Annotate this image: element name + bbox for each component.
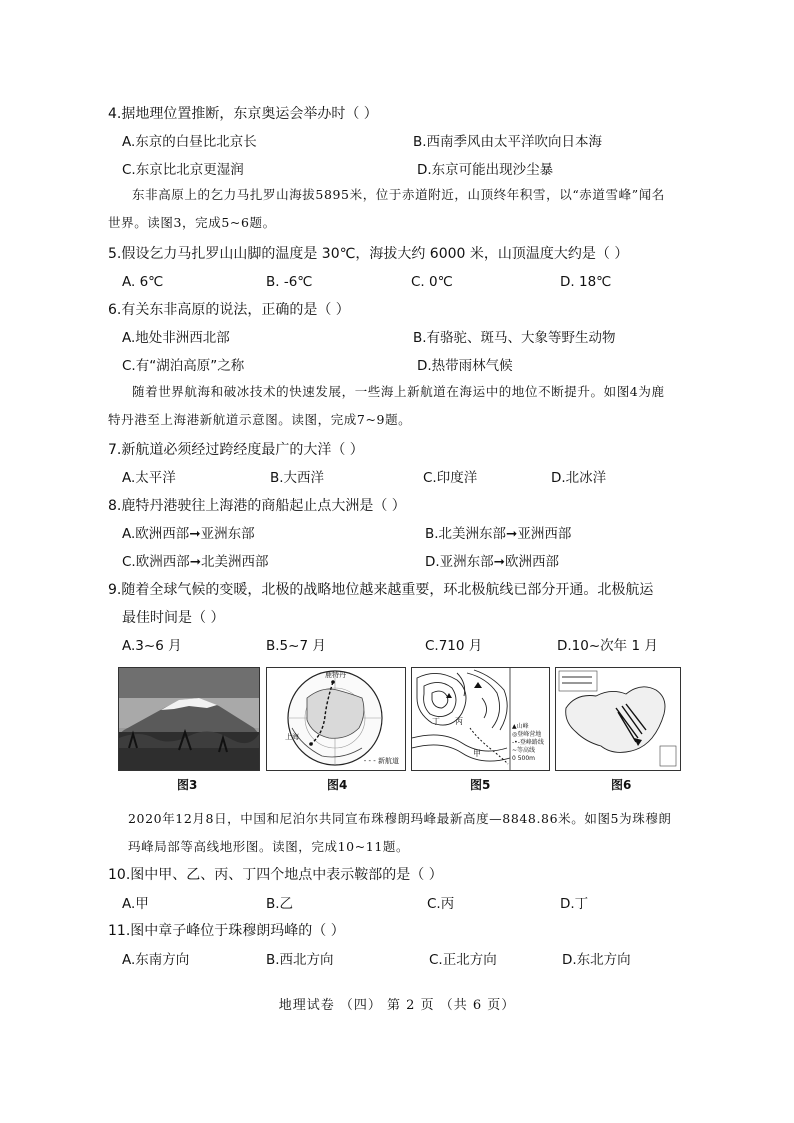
- new-route-legend: [364, 756, 399, 766]
- legend-contour: ~等高线: [512, 747, 536, 754]
- q7-stem: 7.新航道必须经过跨经度最广的大洋（ ）: [108, 442, 364, 458]
- q11-option-a: A.东南方向: [122, 952, 190, 968]
- shanghai-label: 上海: [285, 733, 299, 741]
- intro-kilimanjaro-text: 东非高原上的乞力马扎罗山海拔5895米，位于赤道附近，山顶终年积雪，以“赤道雪峰”闻名世界。读图3，完成5~6题。: [108, 187, 665, 230]
- q9-stem-line2: 最佳时间是（ ）: [122, 610, 225, 626]
- legend-route: -•-登峰路线: [512, 739, 544, 746]
- point-bing-label: 丙: [455, 717, 463, 726]
- q6-option-b: B.有骆驼、斑马、大象等野生动物: [413, 330, 616, 346]
- legend-camp: ◎登峰营地: [512, 731, 542, 738]
- contour-icon: ~: [512, 747, 518, 754]
- q11-option-d: D.东北方向: [562, 952, 631, 968]
- q8-option-d: D.亚洲东部➞欧洲西部: [425, 554, 559, 570]
- figure-3-kilimanjaro-photo: [118, 667, 260, 771]
- q7-option-c: C.印度洋: [423, 470, 478, 486]
- q6-stem: 6.有关东非高原的说法，正确的是（ ）: [108, 302, 350, 318]
- arctic-globe: [267, 668, 405, 770]
- q5-option-b: B. -6℃: [266, 274, 313, 290]
- q11-stem: 11.图中章子峰位于珠穆朗玛峰的（ ）: [108, 923, 345, 939]
- q10-option-d: D.丁: [560, 896, 589, 912]
- q10-option-a: A.甲: [122, 896, 149, 912]
- q4-stem: 4.据地理位置推断，东京奥运会举办时（ ）: [108, 106, 378, 122]
- china-map-illustration: [556, 668, 680, 770]
- q11-option-b: B.西北方向: [266, 952, 334, 968]
- q6-option-a: A.地处非洲西北部: [122, 330, 230, 346]
- peak-icon: ▲: [512, 723, 517, 730]
- figure-6-caption: 图6: [611, 778, 632, 792]
- dashed-line-icon: - - -: [363, 757, 378, 765]
- q6-option-d: D.热带雨林气候: [417, 358, 513, 374]
- q5-option-a: A. 6℃: [122, 274, 164, 290]
- q10-stem: 10.图中甲、乙、丙、丁四个地点中表示鞍部的是（ ）: [108, 867, 443, 883]
- page-footer: 地理试卷 （四） 第 2 页 （共 6 页）: [278, 998, 516, 1013]
- point-ding-label: 丁: [432, 717, 440, 726]
- rotterdam-label: 鹿特丹: [325, 671, 346, 679]
- route-icon: -•-: [512, 739, 520, 746]
- contour-legend: [512, 723, 544, 763]
- q4-option-d: D.东京可能出现沙尘暴: [417, 162, 554, 178]
- q10-option-c: C.丙: [427, 896, 455, 912]
- q6-option-c: C.有“湖泊高原”之称: [122, 358, 245, 374]
- q4-option-b: B.西南季风由太平洋吹向日本海: [413, 134, 603, 150]
- q5-option-c: C. 0℃: [411, 274, 453, 290]
- q7-option-d: D.北冰洋: [551, 470, 607, 486]
- figure-5-caption: 图5: [470, 778, 491, 792]
- q9-stem-line1: 9.随着全球气候的变暖，北极的战略地位越来越重要，环北极航线已部分开通。北极航运: [108, 582, 654, 598]
- q8-option-b: B.北美洲东部➞亚洲西部: [425, 526, 572, 542]
- point-jia-label: 甲: [473, 749, 481, 758]
- q7-option-a: A.太平洋: [122, 470, 176, 486]
- q11-option-c: C.正北方向: [429, 952, 497, 968]
- q7-option-b: B.大西洋: [270, 470, 325, 486]
- intro-everest-text: 2020年12月8日，中国和尼泊尔共同宣布珠穆朗玛峰最新高度—8848.86米。如图5为珠穆朗玛峰局部等高线地形图。读图，完成10~11题。: [128, 811, 672, 854]
- intro-shipping-route-text: 随着世界航海和破冰技术的快速发展，一些海上新航道在海运中的地位不断提升。如图4为鹿特丹港至上海港新航道示意图。读图，完成7~9题。: [108, 384, 665, 427]
- camp-icon: ◎: [512, 731, 518, 738]
- q4-option-a: A.东京的白昼比北京长: [122, 134, 257, 150]
- kilimanjaro-illustration: [119, 668, 259, 770]
- new-route-legend-label: 新航道: [378, 757, 399, 765]
- intro-everest: [128, 805, 676, 861]
- scale-bar: 0 500m: [512, 755, 536, 762]
- figure-5-contour-map: [411, 667, 550, 771]
- q9-option-a: A.3~6 月: [122, 638, 182, 654]
- intro-shipping-route: [108, 378, 673, 434]
- figure-6-china-map: [555, 667, 681, 771]
- q5-stem: 5.假设乞力马扎罗山山脚的温度是 30℃，海拔大约 6000 米，山顶温度大约是（ ）: [108, 246, 629, 262]
- q8-option-a: A.欧洲西部➞亚洲东部: [122, 526, 255, 542]
- figure-3-caption: 图3: [177, 778, 198, 792]
- q10-option-b: B.乙: [266, 896, 294, 912]
- figure-4-caption: 图4: [327, 778, 348, 792]
- q9-option-c: C.710 月: [425, 638, 483, 654]
- q8-option-c: C.欧洲西部➞北美洲西部: [122, 554, 269, 570]
- q4-option-c: C.东京比北京更湿润: [122, 162, 244, 178]
- figure-4-arctic-route-map: [266, 667, 406, 771]
- legend-peak: ▲山峰: [512, 723, 529, 730]
- q9-option-b: B.5~7 月: [266, 638, 326, 654]
- q5-option-d: D. 18℃: [560, 274, 612, 290]
- q9-option-d: D.10~次年 1 月: [557, 638, 658, 654]
- q8-stem: 8.鹿特丹港驶往上海港的商船起止点大洲是（ ）: [108, 498, 406, 514]
- intro-kilimanjaro: [108, 181, 668, 237]
